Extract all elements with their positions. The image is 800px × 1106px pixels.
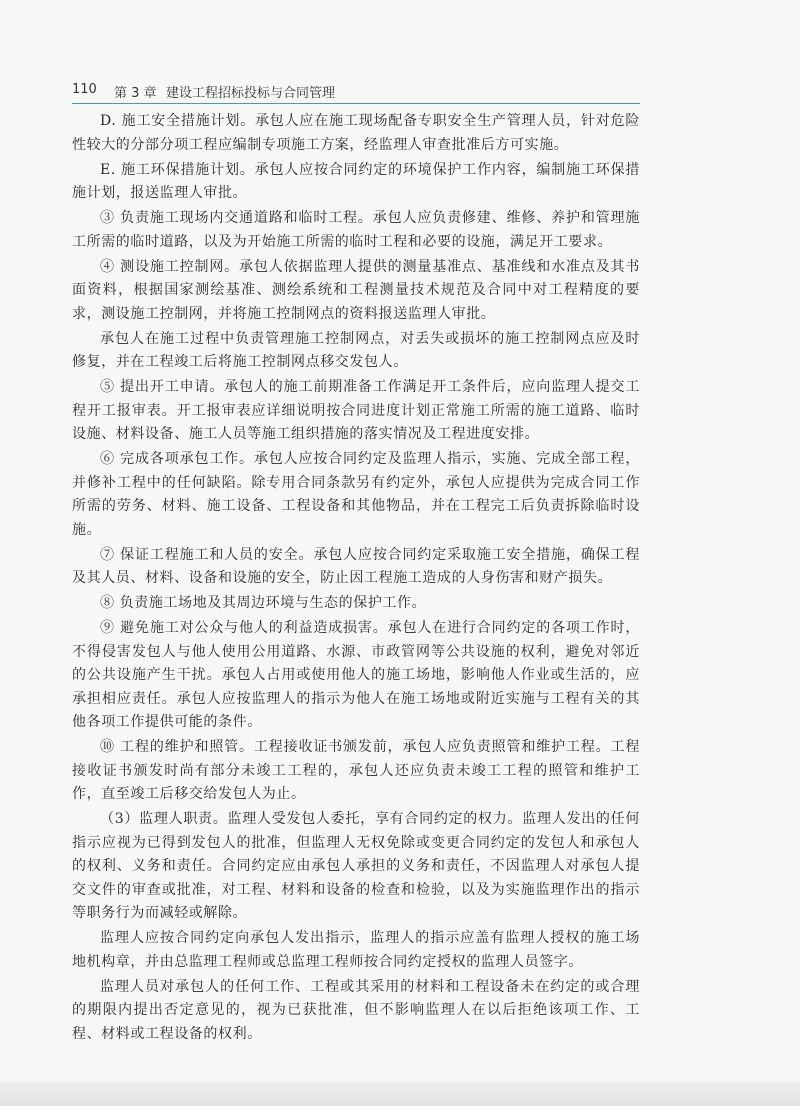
paragraph-supervisor-approval: 监理人员对承包人的任何工作、工程或其采用的材料和工程设备未在约定的或合理的期限内提出否定意见的，视为已获批准，但不影响监理人在以后拒绝该项工作、工程、材料或工程设备的权利。 bbox=[72, 978, 640, 1042]
paragraph-supervisor-instructions: 监理人应按合同约定向承包人发出指示，监理人的指示应盖有监理人授权的施工场地机构章，并由总监理工程师或总监理工程师按合同约定授权的监理人员签字。 bbox=[72, 930, 640, 970]
running-header bbox=[72, 78, 640, 102]
paragraph-item-4-control-network: ④ 测设施工控制网。承包人依据监理人提供的测量基准点、基准线和水准点及其书面资料，根据国家测绘基准、测绘系统和工程测量技术规范及合同中对工程精度的要求，测设施工控制网，并将施工控制网点的资料报送监理人审批。 bbox=[72, 258, 640, 322]
paragraph-item-7-safety: ⑦ 保证工程施工和人员的安全。承包人应按合同约定采取施工安全措施，确保工程及其人员、材料、设备和设施的安全，防止因工程施工造成的人身伤害和财产损失。 bbox=[72, 546, 640, 586]
page-bottom-edge bbox=[0, 1082, 800, 1106]
chapter-title: 建设工程招标投标与合同管理 bbox=[166, 86, 336, 101]
paragraph-item-8-environment: ⑧ 负责施工场地及其周边环境与生态的保护工作。 bbox=[100, 595, 427, 611]
body-text bbox=[72, 110, 640, 1048]
paragraph-environment-plan: E. 施工环保措施计划。承包人应按合同约定的环境保护工作内容，编制施工环保措施计划，报送监理人审批。 bbox=[72, 161, 640, 201]
paragraph-supervisor-duties: （3）监理人职责。监理人受发包人委托，享有合同约定的权力。监理人发出的任何指示应视为已得到发包人的批准，但监理人无权免除或变更合同约定的发包人和承包人的权利、义务和责任。合同约定应由承包人承担的义务和责任，不因监理人对承包人提交文件的审查或批准，对工程、材料和设备的检查和检验，以及为实施监理作出的指示等职务行为而减轻或解除。 bbox=[72, 811, 640, 921]
paragraph-item-6-complete-work: ⑥ 完成各项承包工作。承包人应按合同约定及监理人指示，实施、完成全部工程，并修补工程中的任何缺陷。除专用合同条款另有约定外，承包人应提供为完成合同工作所需的劳务、材料、施工设备、工程设备和其他物品，并在工程完工后负责拆除临时设施。 bbox=[72, 451, 640, 538]
paragraph-item-10-maintenance: ⑩ 工程的维护和照管。工程接收证书颁发前，承包人应负责照管和维护工程。工程接收证书颁发时尚有部分未竣工工程的，承包人还应负责未竣工工程的照管和维护工作，直至竣工后移交给发包人为止。 bbox=[72, 739, 640, 802]
chapter-label: 第 3 章 bbox=[114, 86, 157, 101]
page-number: 110 bbox=[72, 82, 97, 97]
paragraph-control-points: 承包人在施工过程中负责管理施工控制网点，对丢失或损坏的施工控制网点应及时修复，并在工程竣工后将施工控制网点移交发包人。 bbox=[72, 330, 640, 370]
paragraph-item-5-start-application: ⑤ 提出开工申请。承包人的施工前期准备工作满足开工条件后，应向监理人提交工程开工报审表。开工报审表应详细说明按合同进度计划正常施工所需的施工道路、临时设施、材料设备、施工人员等施工组织措施的落实情况及工程进度安排。 bbox=[72, 379, 640, 442]
paragraph-item-3-roads: ③ 负责施工现场内交通道路和临时工程。承包人应负责修建、维修、养护和管理施工所需的临时道路，以及为开始施工所需的临时工程和必要的设施，满足开工要求。 bbox=[72, 210, 640, 250]
paragraph-item-9-public-interest: ⑨ 避免施工对公众与他人的利益造成损害。承包人在进行合同约定的各项工作时，不得侵害发包人与他人使用公用道路、水源、市政管网等公共设施的权利，避免对邻近的公共设施产生干扰。承包人占用或使用他人的施工场地，影响他人作业或生活的，应承担相应责任。承包人应按监理人的指示为他人在施工场地或附近实施与工程有关的其他各项工作提供可能的条件。 bbox=[72, 620, 640, 730]
header-rule bbox=[72, 103, 640, 104]
paragraph-safety-plan: D. 施工安全措施计划。承包人应在施工现场配备专职安全生产管理人员，针对危险性较大的分部分项工程应编制专项施工方案，经监理人审查批准后方可实施。 bbox=[72, 113, 640, 153]
